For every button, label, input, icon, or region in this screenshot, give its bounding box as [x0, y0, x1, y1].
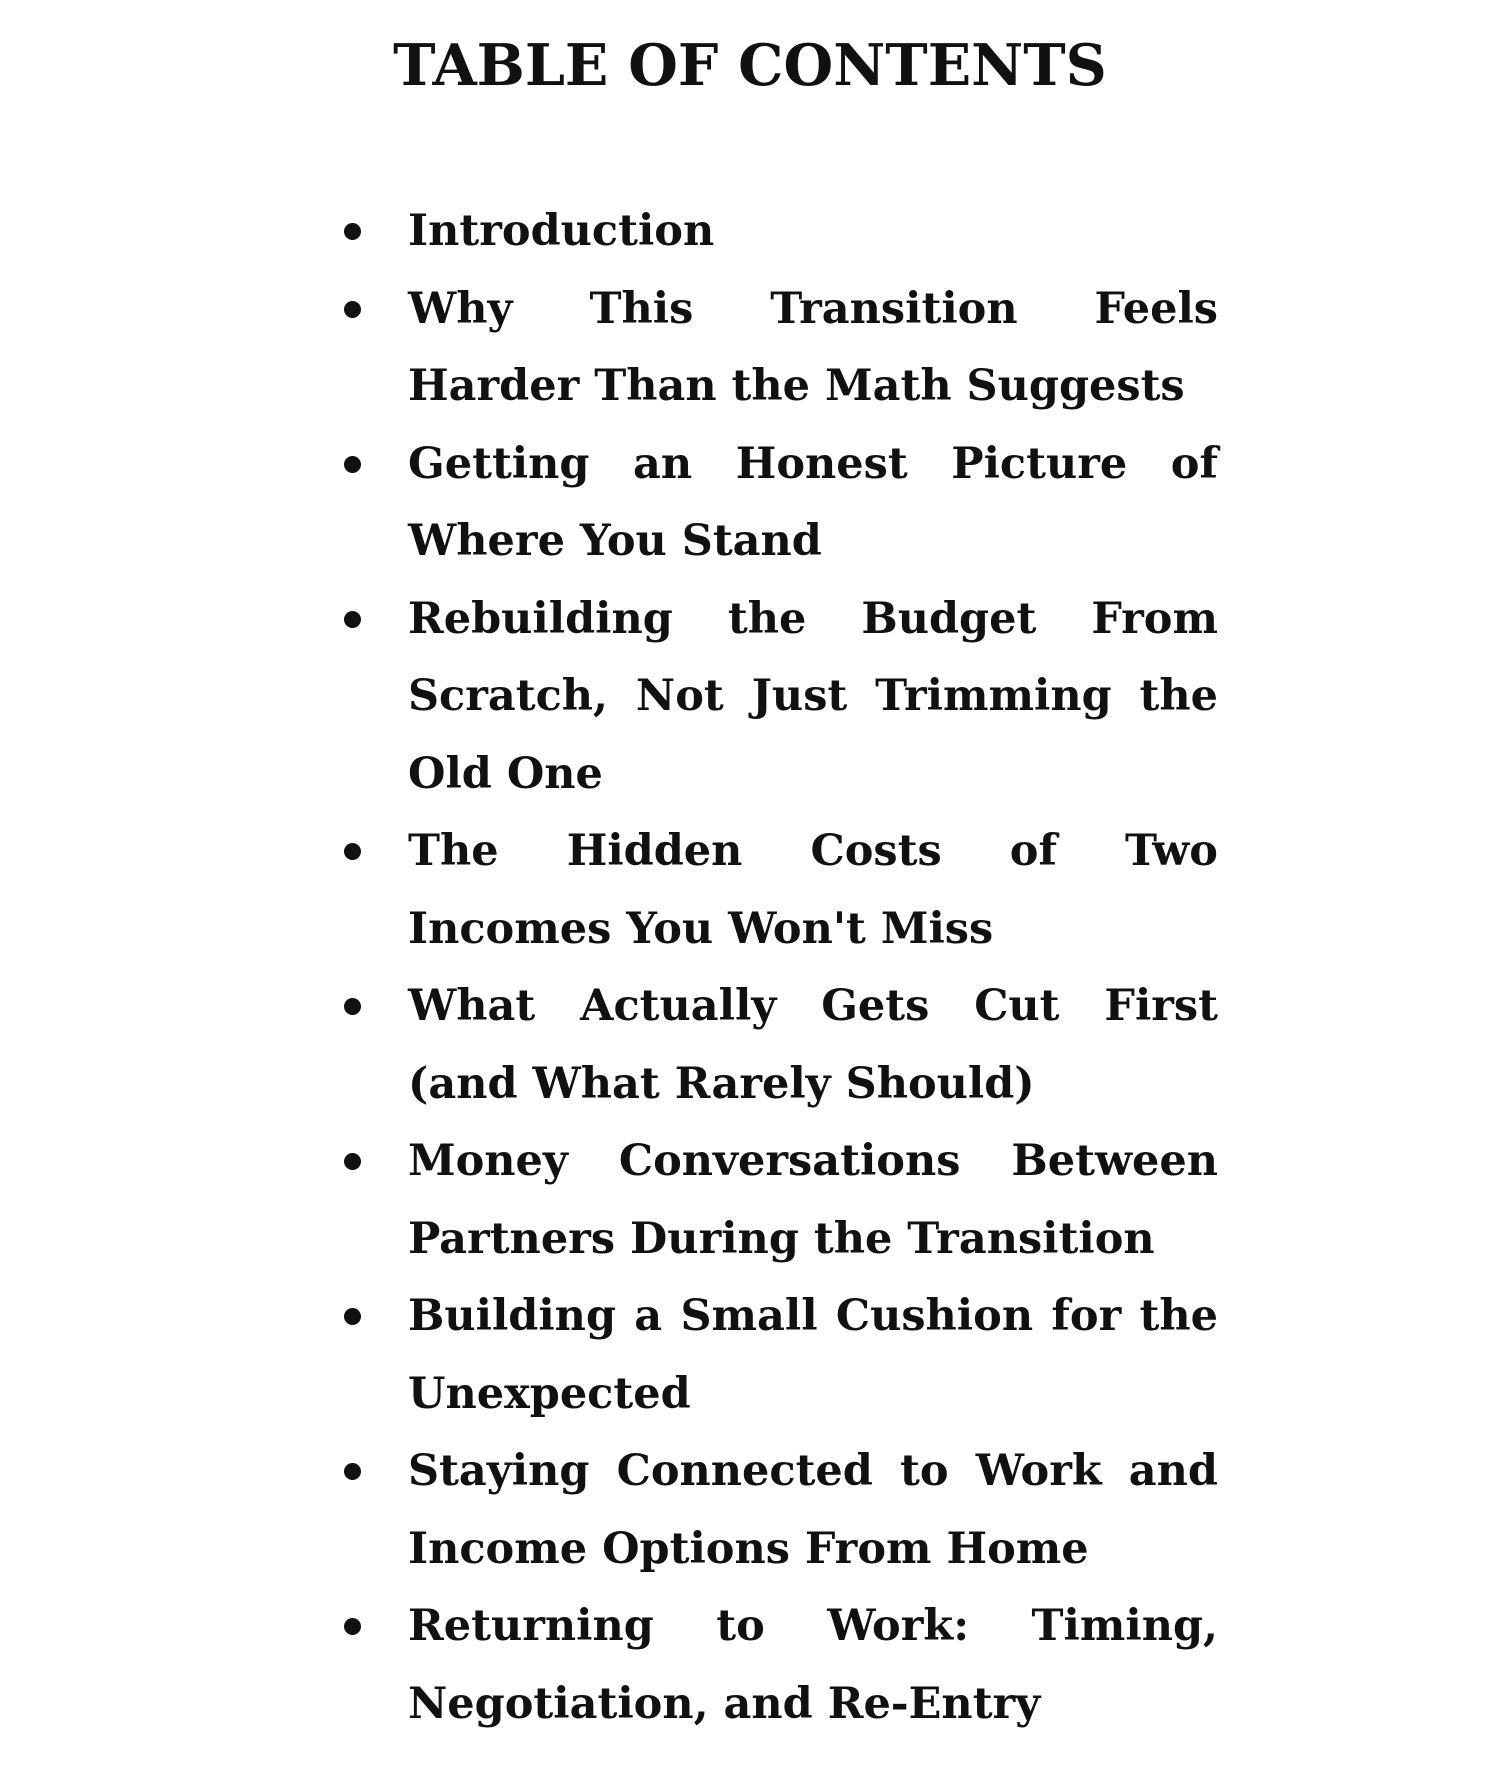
bullet-icon [344, 1153, 361, 1170]
toc-item-label: What Actually Gets Cut First (and What Rarely Should) [408, 981, 1218, 1109]
toc-item-label: Money Conversations Between Partners During the Transition [408, 1136, 1218, 1264]
toc-item [408, 1433, 1218, 1588]
toc-item-label: The Hidden Costs of Two Incomes You Won't Miss [408, 826, 1218, 954]
toc-item [408, 1123, 1218, 1278]
toc-item-label: Returning to Work: Timing, Negotiation, and Re-Entry [408, 1601, 1218, 1729]
toc-item-label: Rebuilding the Budget From Scratch, Not Just Trimming the Old One [408, 593, 1218, 799]
toc-item [408, 813, 1218, 968]
bullet-icon [344, 301, 361, 318]
bullet-icon [344, 998, 361, 1015]
toc-item-label: Introduction [408, 206, 715, 256]
toc-item [408, 1278, 1218, 1433]
toc-list [408, 193, 1218, 1743]
toc-item [408, 1588, 1218, 1743]
toc-item [408, 426, 1218, 581]
bullet-icon [344, 456, 361, 473]
bullet-icon [344, 1618, 361, 1635]
toc-item [408, 581, 1218, 814]
bullet-icon [344, 223, 361, 240]
bullet-icon [344, 1308, 361, 1325]
toc-item-label: Staying Connected to Work and Income Options From Home [408, 1446, 1218, 1574]
toc-item-label: Getting an Honest Picture of Where You Stand [408, 438, 1218, 566]
toc-item [408, 271, 1218, 426]
toc-item-label: Building a Small Cushion for the Unexpected [408, 1291, 1218, 1419]
bullet-icon [344, 1463, 361, 1480]
bullet-icon [344, 611, 361, 628]
toc-item-label: Why This Transition Feels Harder Than the Math Suggests [408, 283, 1218, 411]
toc-item [408, 193, 1218, 271]
page-title: TABLE OF CONTENTS [393, 32, 1107, 99]
bullet-icon [344, 843, 361, 860]
toc-item [408, 968, 1218, 1123]
